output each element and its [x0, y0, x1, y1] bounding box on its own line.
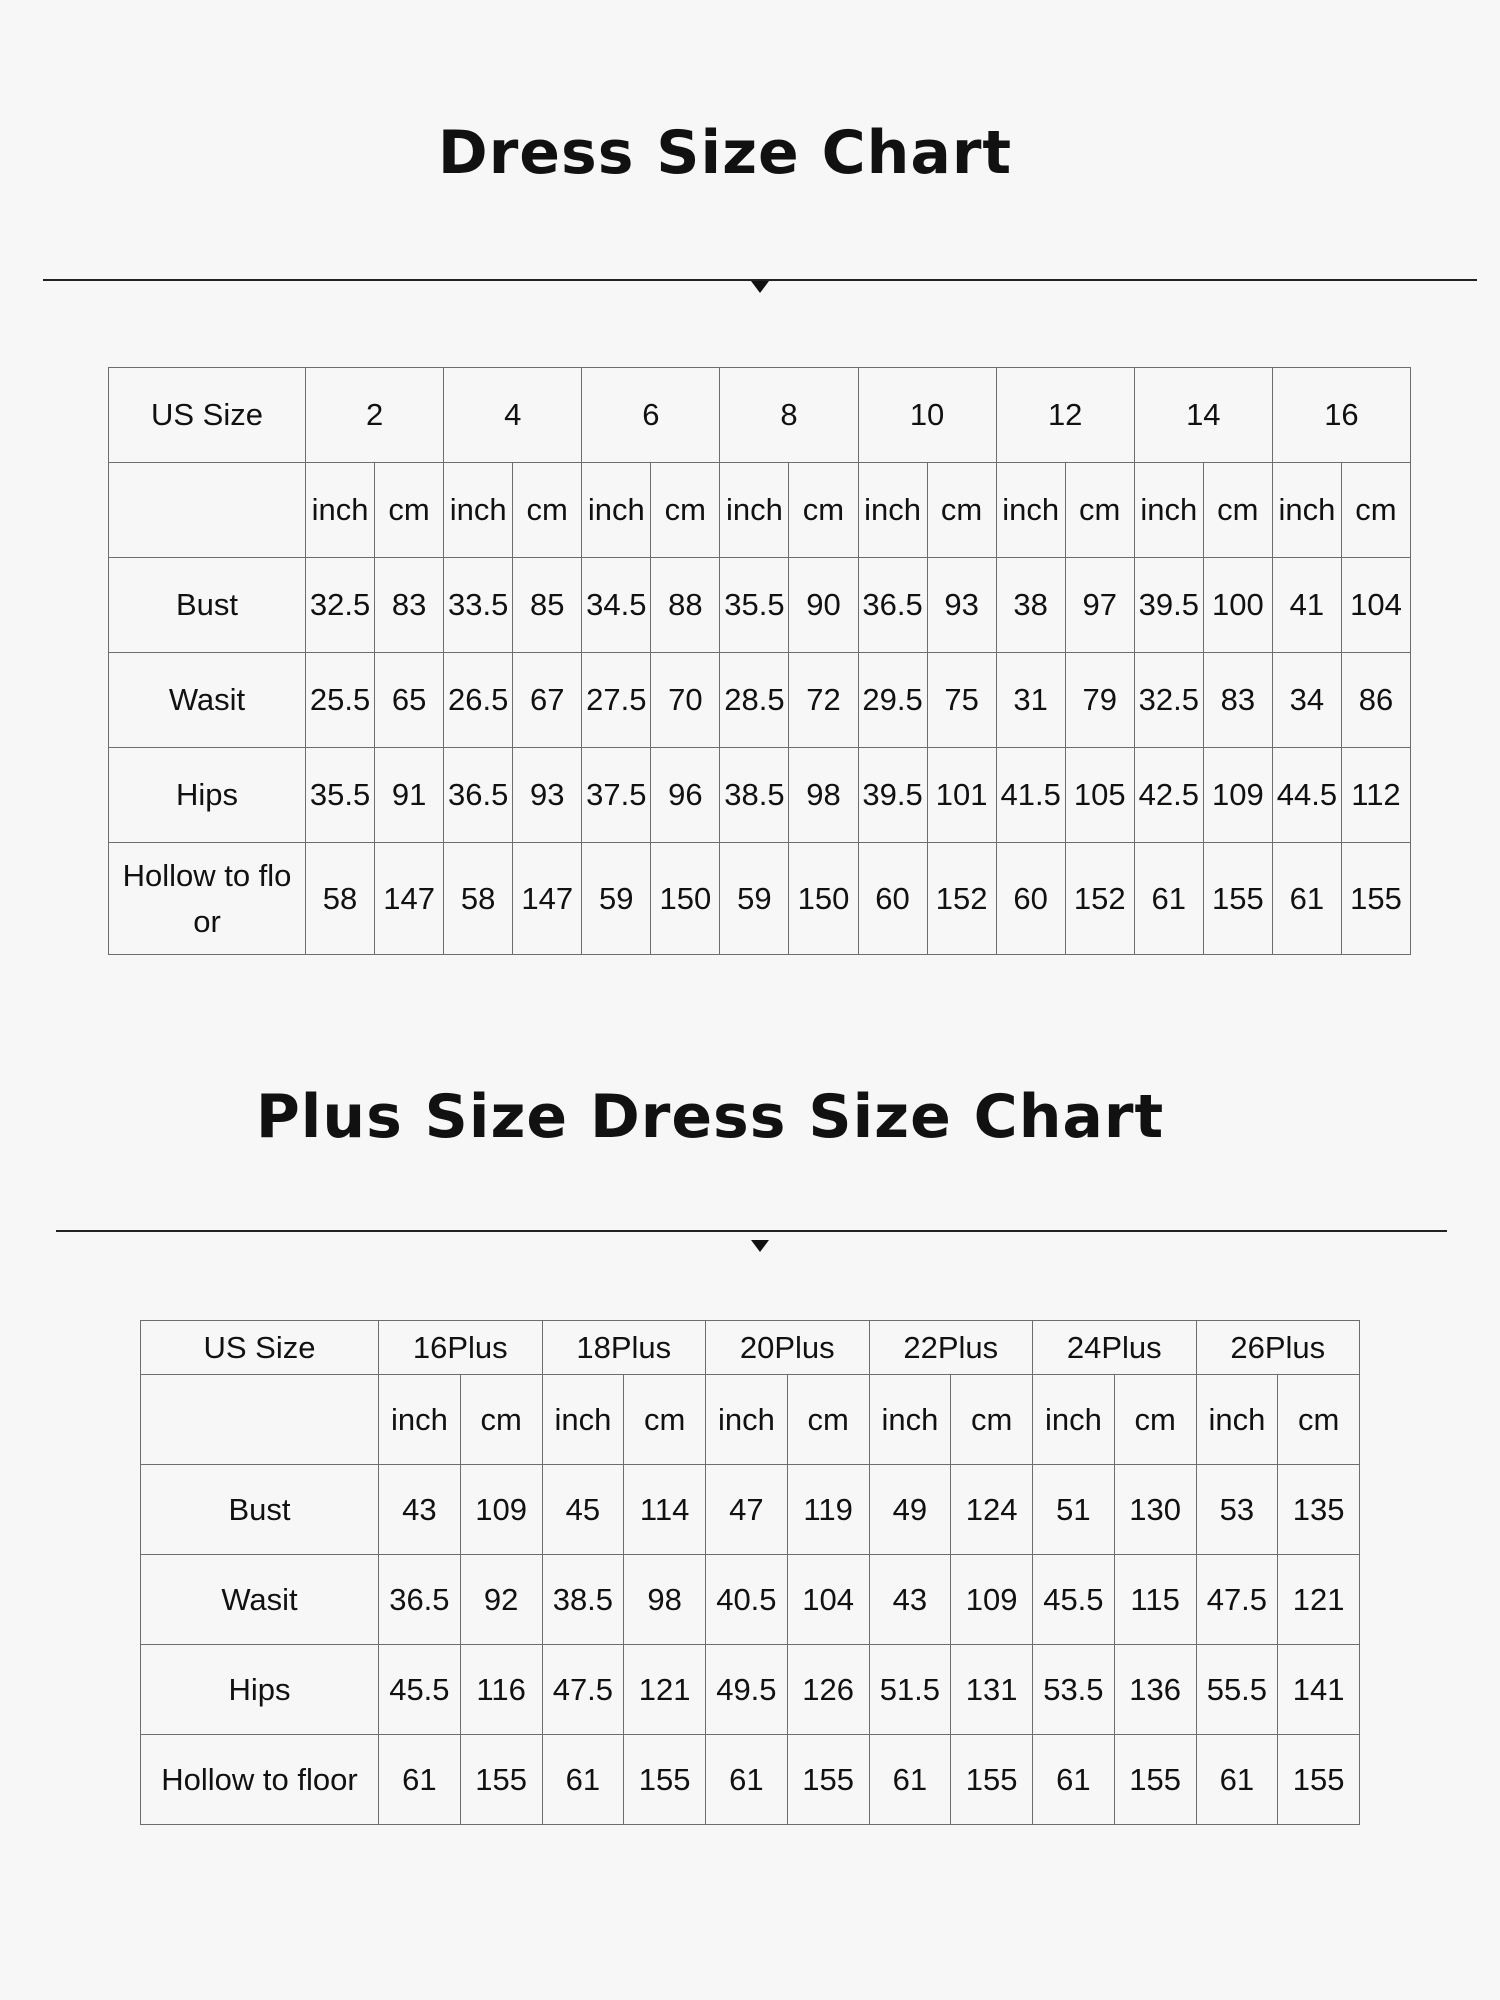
- table-row: [141, 1465, 1360, 1555]
- measurement-cell: 36.5: [858, 558, 927, 653]
- measurement-cell: 155: [1278, 1735, 1360, 1825]
- triangle-down-icon: [751, 281, 769, 293]
- measurement-cell: 130: [1114, 1465, 1196, 1555]
- measurement-cell: 83: [375, 558, 444, 653]
- size-column-header: 16Plus: [379, 1321, 543, 1375]
- measurement-cell: 155: [624, 1735, 706, 1825]
- measurement-cell: 155: [1341, 843, 1410, 955]
- size-header-label: US Size: [141, 1321, 379, 1375]
- measurement-cell: 36.5: [444, 748, 513, 843]
- measurement-cell: 109: [951, 1555, 1033, 1645]
- table-row: [109, 653, 1411, 748]
- measurement-cell: 44.5: [1272, 748, 1341, 843]
- table-row: [141, 1645, 1360, 1735]
- measurement-cell: 34.5: [582, 558, 651, 653]
- unit-inch: inch: [1272, 463, 1341, 558]
- unit-cm: cm: [927, 463, 996, 558]
- dress-size-chart-title: Dress Size Chart: [437, 118, 1013, 188]
- measurement-cell: 109: [1203, 748, 1272, 843]
- plus-size-table: [140, 1320, 1360, 1825]
- measurement-cell: 83: [1203, 653, 1272, 748]
- measurement-cell: 45: [542, 1465, 624, 1555]
- measurement-cell: 85: [513, 558, 582, 653]
- measurement-cell: 32.5: [1134, 653, 1203, 748]
- measurement-cell: 109: [460, 1465, 542, 1555]
- measurement-cell: 33.5: [444, 558, 513, 653]
- measurement-cell: 61: [1134, 843, 1203, 955]
- measurement-cell: 45.5: [1033, 1555, 1115, 1645]
- table-row: [109, 843, 1411, 955]
- row-label: Wasit: [141, 1555, 379, 1645]
- unit-inch: inch: [542, 1375, 624, 1465]
- unit-cm: cm: [513, 463, 582, 558]
- unit-cm: cm: [951, 1375, 1033, 1465]
- measurement-cell: 90: [789, 558, 858, 653]
- measurement-cell: 136: [1114, 1645, 1196, 1735]
- size-header-row: [109, 368, 1411, 463]
- size-header-label: US Size: [109, 368, 306, 463]
- size-column-header: 26Plus: [1196, 1321, 1360, 1375]
- measurement-cell: 53.5: [1033, 1645, 1115, 1735]
- row-label: Hips: [141, 1645, 379, 1735]
- measurement-cell: 49.5: [706, 1645, 788, 1735]
- size-column-header: 6: [582, 368, 720, 463]
- measurement-cell: 35.5: [306, 748, 375, 843]
- measurement-cell: 51.5: [869, 1645, 951, 1735]
- measurement-cell: 34: [1272, 653, 1341, 748]
- unit-cm: cm: [624, 1375, 706, 1465]
- triangle-down-icon: [751, 1240, 769, 1252]
- measurement-cell: 59: [582, 843, 651, 955]
- measurement-cell: 38: [996, 558, 1065, 653]
- measurement-cell: 150: [651, 843, 720, 955]
- measurement-cell: 121: [1278, 1555, 1360, 1645]
- size-column-header: 12: [996, 368, 1134, 463]
- measurement-cell: 65: [375, 653, 444, 748]
- measurement-cell: 40.5: [706, 1555, 788, 1645]
- measurement-cell: 112: [1341, 748, 1410, 843]
- measurement-cell: 41.5: [996, 748, 1065, 843]
- measurement-cell: 124: [951, 1465, 1033, 1555]
- unit-inch: inch: [1196, 1375, 1278, 1465]
- measurement-cell: 126: [787, 1645, 869, 1735]
- size-column-header: 4: [444, 368, 582, 463]
- measurement-cell: 98: [789, 748, 858, 843]
- measurement-cell: 61: [706, 1735, 788, 1825]
- row-label: Bust: [141, 1465, 379, 1555]
- measurement-cell: 47: [706, 1465, 788, 1555]
- measurement-cell: 29.5: [858, 653, 927, 748]
- unit-row-label: [109, 463, 306, 558]
- measurement-cell: 88: [651, 558, 720, 653]
- unit-cm: cm: [1278, 1375, 1360, 1465]
- plus-size-chart-title: Plus Size Dress Size Chart: [255, 1082, 1165, 1152]
- size-column-header: 8: [720, 368, 858, 463]
- table-row: [141, 1735, 1360, 1825]
- measurement-cell: 135: [1278, 1465, 1360, 1555]
- measurement-cell: 51: [1033, 1465, 1115, 1555]
- size-column-header: 14: [1134, 368, 1272, 463]
- measurement-cell: 61: [542, 1735, 624, 1825]
- size-header-row: [141, 1321, 1360, 1375]
- unit-cm: cm: [1341, 463, 1410, 558]
- measurement-cell: 150: [789, 843, 858, 955]
- unit-inch: inch: [706, 1375, 788, 1465]
- measurement-cell: 32.5: [306, 558, 375, 653]
- measurement-cell: 27.5: [582, 653, 651, 748]
- measurement-cell: 59: [720, 843, 789, 955]
- measurement-cell: 53: [1196, 1465, 1278, 1555]
- size-column-header: 2: [306, 368, 444, 463]
- measurement-cell: 105: [1065, 748, 1134, 843]
- unit-cm: cm: [1203, 463, 1272, 558]
- measurement-cell: 35.5: [720, 558, 789, 653]
- table-row: [109, 748, 1411, 843]
- unit-cm: cm: [787, 1375, 869, 1465]
- unit-inch: inch: [858, 463, 927, 558]
- unit-cm: cm: [651, 463, 720, 558]
- row-label: Bust: [109, 558, 306, 653]
- measurement-cell: 42.5: [1134, 748, 1203, 843]
- measurement-cell: 39.5: [1134, 558, 1203, 653]
- measurement-cell: 155: [951, 1735, 1033, 1825]
- measurement-cell: 97: [1065, 558, 1134, 653]
- measurement-cell: 152: [1065, 843, 1134, 955]
- unit-cm: cm: [460, 1375, 542, 1465]
- measurement-cell: 28.5: [720, 653, 789, 748]
- measurement-cell: 38.5: [720, 748, 789, 843]
- unit-inch: inch: [720, 463, 789, 558]
- measurement-cell: 41: [1272, 558, 1341, 653]
- measurement-cell: 61: [379, 1735, 461, 1825]
- unit-cm: cm: [375, 463, 444, 558]
- row-label: Wasit: [109, 653, 306, 748]
- size-column-header: 10: [858, 368, 996, 463]
- measurement-cell: 25.5: [306, 653, 375, 748]
- measurement-cell: 155: [460, 1735, 542, 1825]
- measurement-cell: 93: [513, 748, 582, 843]
- measurement-cell: 101: [927, 748, 996, 843]
- measurement-cell: 155: [787, 1735, 869, 1825]
- measurement-cell: 47.5: [542, 1645, 624, 1735]
- unit-row: [141, 1375, 1360, 1465]
- measurement-cell: 141: [1278, 1645, 1360, 1735]
- unit-inch: inch: [306, 463, 375, 558]
- measurement-cell: 61: [1196, 1735, 1278, 1825]
- measurement-cell: 100: [1203, 558, 1272, 653]
- measurement-cell: 96: [651, 748, 720, 843]
- measurement-cell: 61: [1033, 1735, 1115, 1825]
- measurement-cell: 121: [624, 1645, 706, 1735]
- measurement-cell: 86: [1341, 653, 1410, 748]
- measurement-cell: 26.5: [444, 653, 513, 748]
- measurement-cell: 75: [927, 653, 996, 748]
- measurement-cell: 37.5: [582, 748, 651, 843]
- measurement-cell: 58: [444, 843, 513, 955]
- measurement-cell: 155: [1114, 1735, 1196, 1825]
- measurement-cell: 72: [789, 653, 858, 748]
- unit-cm: cm: [789, 463, 858, 558]
- measurement-cell: 115: [1114, 1555, 1196, 1645]
- measurement-cell: 104: [787, 1555, 869, 1645]
- measurement-cell: 116: [460, 1645, 542, 1735]
- unit-inch: inch: [1033, 1375, 1115, 1465]
- measurement-cell: 155: [1203, 843, 1272, 955]
- size-column-header: 20Plus: [706, 1321, 870, 1375]
- measurement-cell: 147: [375, 843, 444, 955]
- measurement-cell: 91: [375, 748, 444, 843]
- measurement-cell: 152: [927, 843, 996, 955]
- table-row: [109, 558, 1411, 653]
- measurement-cell: 67: [513, 653, 582, 748]
- measurement-cell: 114: [624, 1465, 706, 1555]
- measurement-cell: 45.5: [379, 1645, 461, 1735]
- measurement-cell: 55.5: [1196, 1645, 1278, 1735]
- measurement-cell: 61: [1272, 843, 1341, 955]
- measurement-cell: 70: [651, 653, 720, 748]
- measurement-cell: 104: [1341, 558, 1410, 653]
- measurement-cell: 38.5: [542, 1555, 624, 1645]
- unit-inch: inch: [869, 1375, 951, 1465]
- unit-cm: cm: [1114, 1375, 1196, 1465]
- measurement-cell: 49: [869, 1465, 951, 1555]
- row-label: Hollow to floor: [141, 1735, 379, 1825]
- unit-inch: inch: [379, 1375, 461, 1465]
- table-row: [141, 1555, 1360, 1645]
- measurement-cell: 98: [624, 1555, 706, 1645]
- measurement-cell: 92: [460, 1555, 542, 1645]
- dress-size-table: [108, 367, 1411, 955]
- measurement-cell: 119: [787, 1465, 869, 1555]
- row-label: Hips: [109, 748, 306, 843]
- measurement-cell: 43: [379, 1465, 461, 1555]
- measurement-cell: 93: [927, 558, 996, 653]
- measurement-cell: 43: [869, 1555, 951, 1645]
- unit-cm: cm: [1065, 463, 1134, 558]
- size-column-header: 16: [1272, 368, 1410, 463]
- unit-inch: inch: [582, 463, 651, 558]
- unit-inch: inch: [1134, 463, 1203, 558]
- unit-inch: inch: [996, 463, 1065, 558]
- measurement-cell: 61: [869, 1735, 951, 1825]
- measurement-cell: 60: [858, 843, 927, 955]
- unit-inch: inch: [444, 463, 513, 558]
- size-column-header: 24Plus: [1033, 1321, 1197, 1375]
- measurement-cell: 131: [951, 1645, 1033, 1735]
- measurement-cell: 79: [1065, 653, 1134, 748]
- size-column-header: 22Plus: [869, 1321, 1033, 1375]
- measurement-cell: 60: [996, 843, 1065, 955]
- row-label: Hollow to floor: [109, 843, 306, 955]
- measurement-cell: 47.5: [1196, 1555, 1278, 1645]
- section-divider: [56, 1230, 1447, 1232]
- measurement-cell: 147: [513, 843, 582, 955]
- unit-row: [109, 463, 1411, 558]
- measurement-cell: 39.5: [858, 748, 927, 843]
- size-column-header: 18Plus: [542, 1321, 706, 1375]
- measurement-cell: 36.5: [379, 1555, 461, 1645]
- measurement-cell: 31: [996, 653, 1065, 748]
- measurement-cell: 58: [306, 843, 375, 955]
- unit-row-label: [141, 1375, 379, 1465]
